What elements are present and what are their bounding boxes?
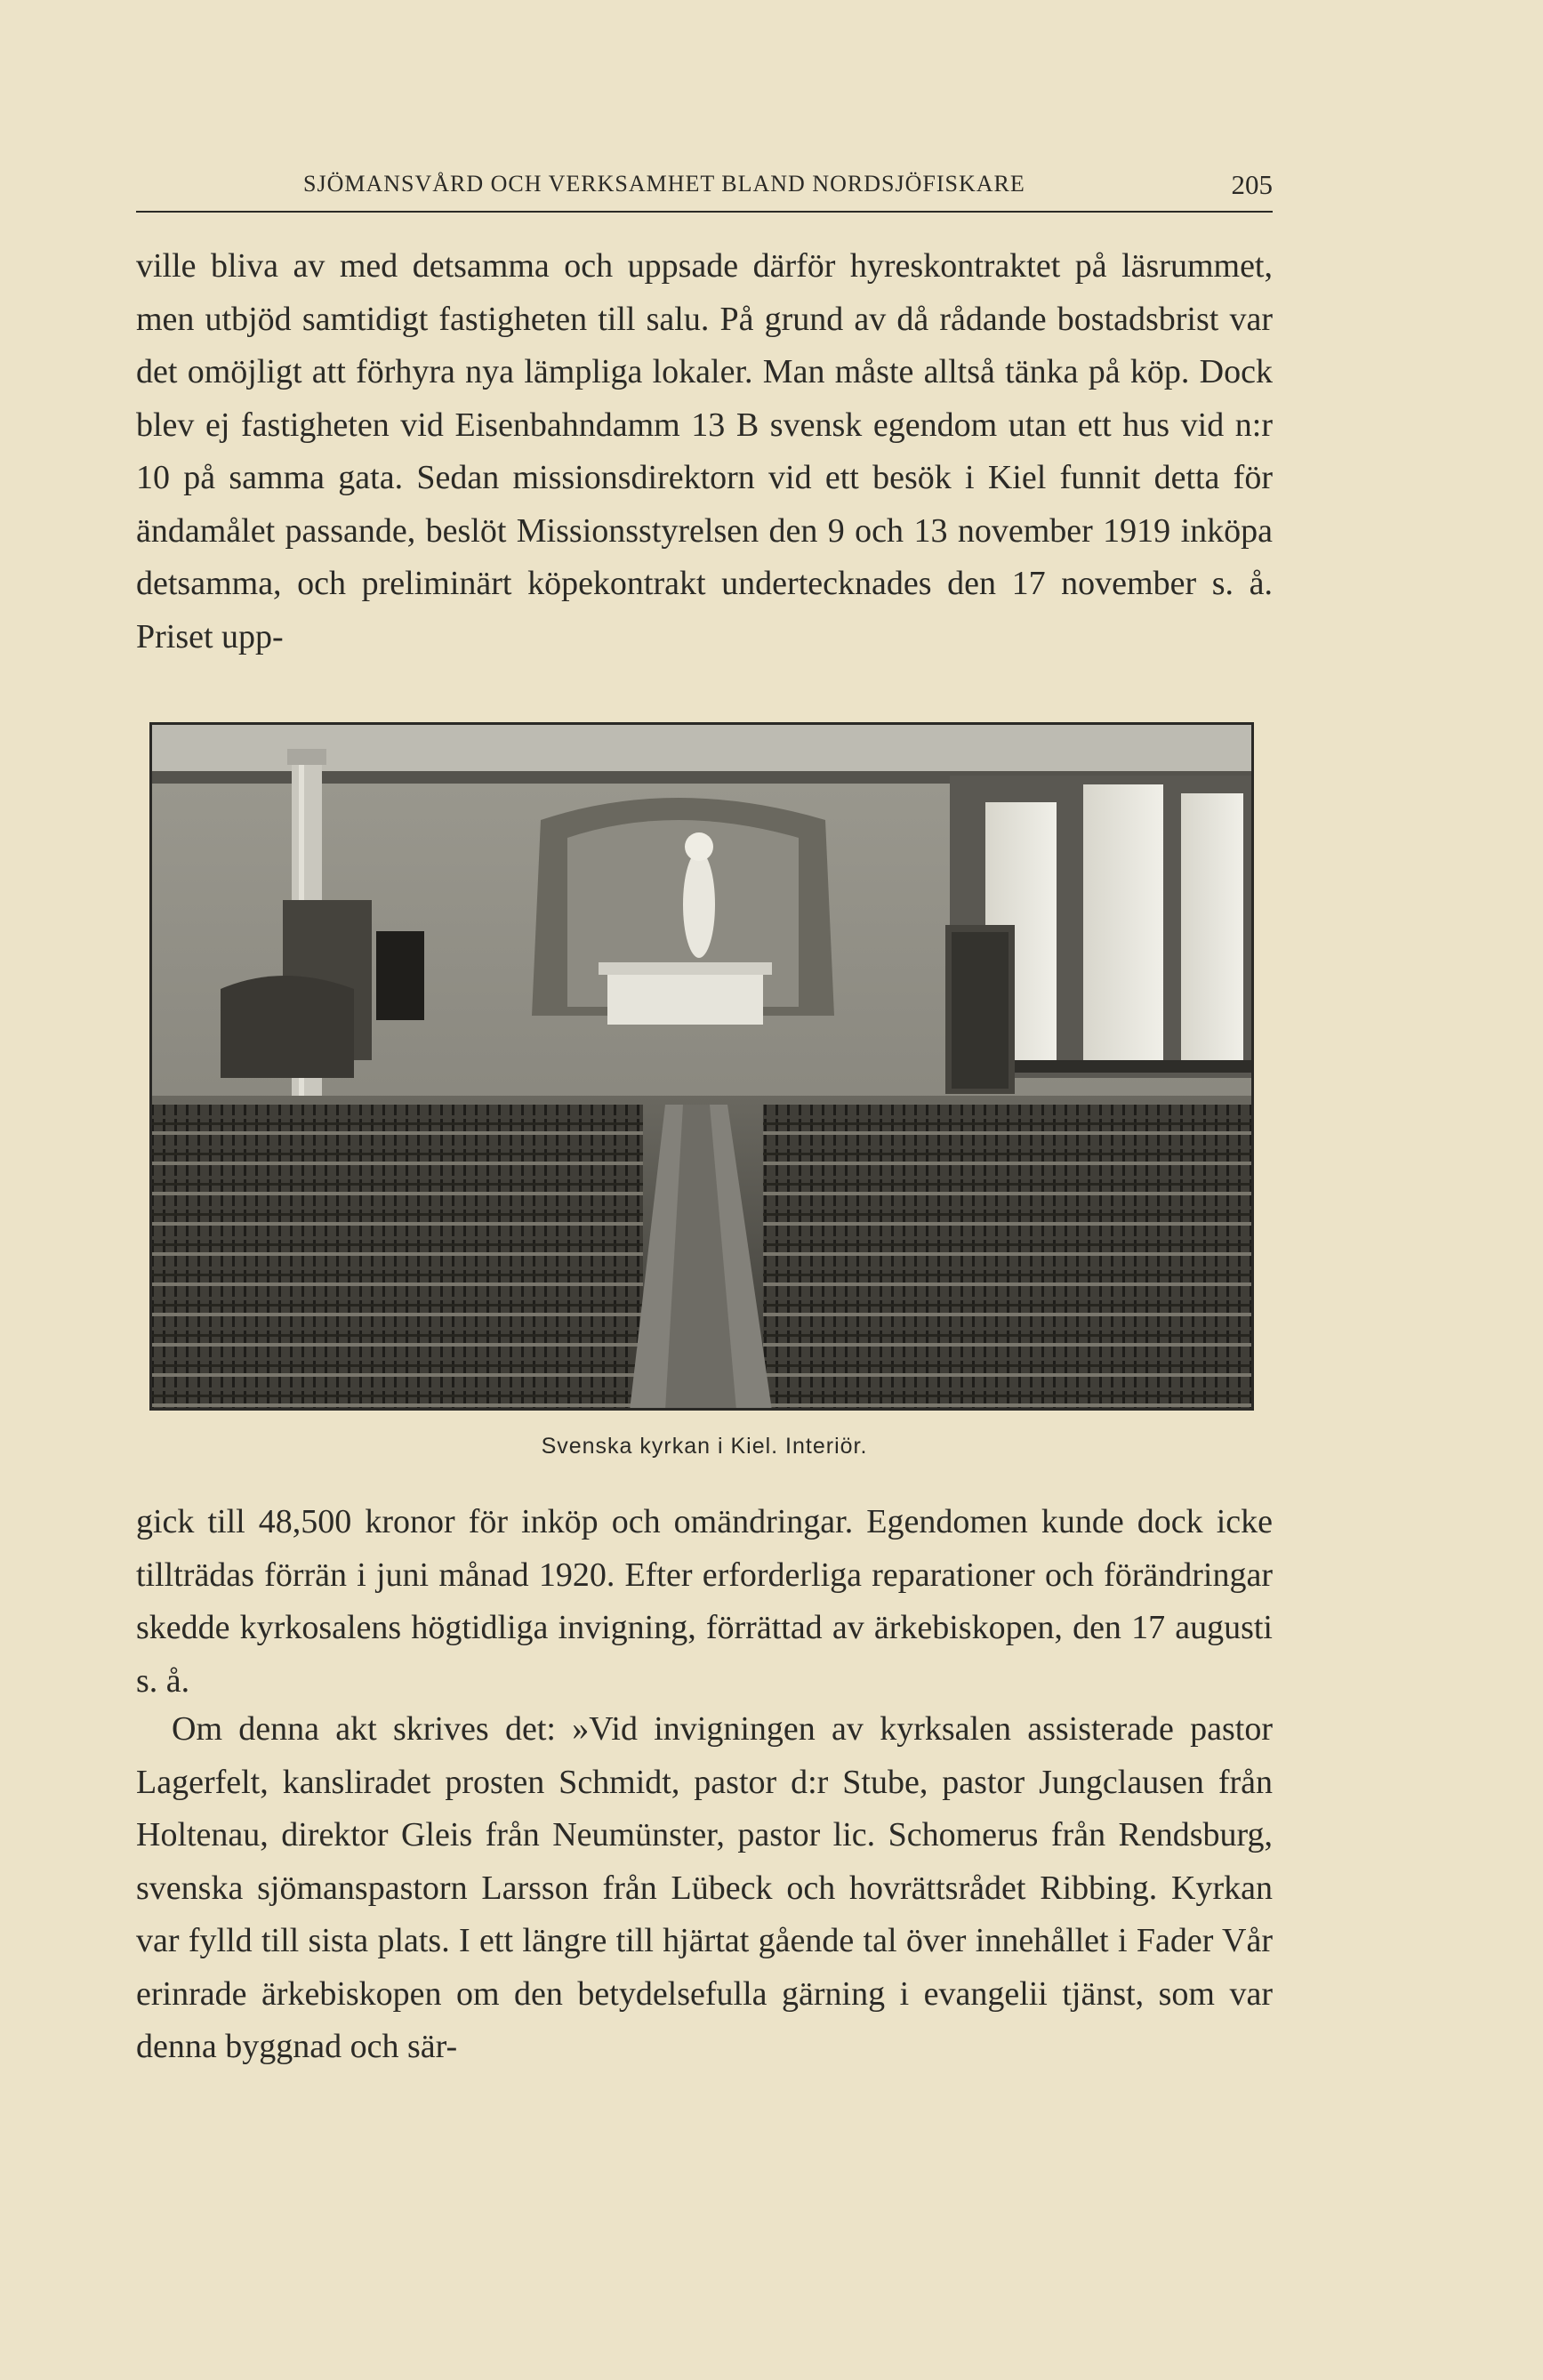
photo-illustration bbox=[149, 722, 1254, 1411]
body-paragraph-1: ville bliva av med detsamma och uppsade därför hyreskontraktet på läsrummet, men utbjöd samtidigt fastigheten till salu. På grund av då rådande bostadsbrist var det omöjligt att förhyra nya lämpliga lokaler. Man måste alltså tänka på köp. Dock blev ej fastigheten vid Eisenbahndamm 13 B svensk egendom utan ett hus vid n:r 10 på samma gata. Sedan missionsdirektorn vid ett besök i Kiel funnit detta för ändamålet passande, beslöt Missionsstyrelsen den 9 och 13 november 1919 inköpa detsamma, och preliminärt köpekontrakt undertecknades den 17 november s. å. Priset upp- bbox=[136, 247, 1273, 655]
running-head bbox=[136, 169, 1273, 208]
body-paragraph-3: Om denna akt skrives det: »Vid invigningen av kyrksalen assisterade pastor Lagerfelt, kansliradet prosten Schmidt, pastor d:r Stube, pastor Jungclausen från Holtenau, direktor Gleis från Neumünster, pastor lic. Schomerus från Rendsburg, svenska sjömanspastorn Larsson från Lübeck och hovrättsrådet Ribbing. Kyrkan var fylld till sista plats. I ett längre till hjärtat gående tal över innehållet i Fader Vår erinrade ärkebiskopen om den betydelsefulla gärning i evangelii tjänst, som var denna byggnad och sär- bbox=[136, 1710, 1273, 2065]
running-title: SJÖMANSVÅRD OCH VERKSAMHET BLAND NORDSJÖFISKARE bbox=[303, 171, 1025, 197]
church-interior-photo bbox=[149, 722, 1254, 1411]
body-paragraph-2: gick till 48,500 kronor för inköp och omändringar. Egendomen kunde dock icke tillträdas förrän i juni månad 1920. Efter erforderliga reparationer och förändringar skedde kyrkosalens högtidliga invigning, förrättad av ärkebiskopen, den 17 augusti s. å. bbox=[136, 1503, 1273, 1700]
header-rule bbox=[136, 211, 1273, 213]
page-number: 205 bbox=[1231, 169, 1273, 200]
figure-caption: Svenska kyrkan i Kiel. Interiör. bbox=[541, 1434, 868, 1459]
